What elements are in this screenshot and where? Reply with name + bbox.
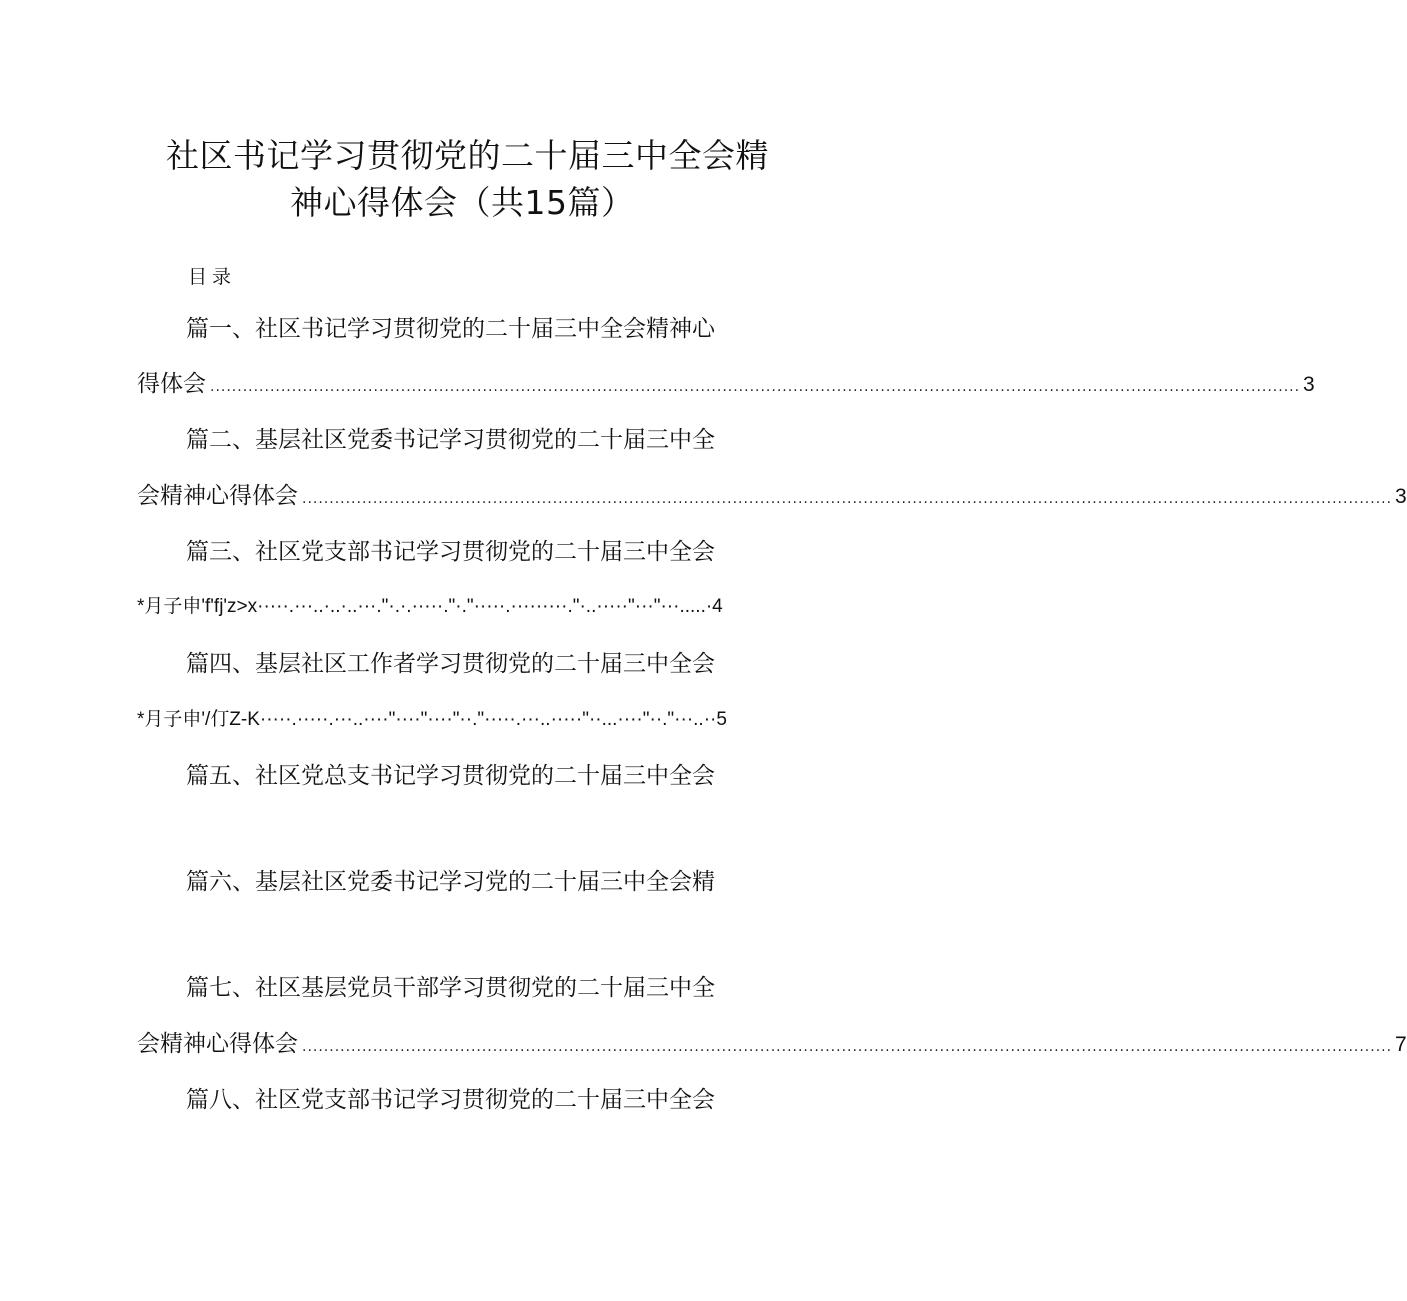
toc-entry-continuation[interactable] (137, 481, 1407, 514)
toc-entry-continuation[interactable] (137, 1029, 1407, 1062)
toc-entry-heading[interactable]: 篇二、基层社区党委书记学习贯彻党的二十届三中全 (186, 427, 715, 453)
toc-entry-heading[interactable]: 篇三、社区党支部书记学习贯彻党的二十届三中全会 (186, 539, 715, 565)
document-title-line-2: 神心得体会（共15篇） (290, 183, 635, 222)
toc-dot-leader: ........................................................................................................................................................................................................ (210, 379, 1301, 395)
toc-entry-continuation-text: 会精神心得体会 (137, 1031, 298, 1057)
toc-page-number: 3 (1395, 485, 1407, 508)
toc-garbled-line[interactable]: *月子申'f'fj'z>x·····.···..·..·..···."·.·.·····."·."·····.·········."·..·····"···"···.....·4 (137, 596, 723, 617)
toc-entry-heading[interactable]: 篇四、基层社区工作者学习贯彻党的二十届三中全会 (186, 651, 715, 677)
toc-entry-heading[interactable]: 篇一、社区书记学习贯彻党的二十届三中全会精神心 (186, 316, 715, 342)
toc-entry-heading[interactable]: 篇五、社区党总支书记学习贯彻党的二十届三中全会 (186, 763, 715, 789)
toc-label: 目录 (188, 266, 237, 288)
toc-entry-continuation-text: 会精神心得体会 (137, 483, 298, 509)
toc-entry-heading[interactable]: 篇六、基层社区党委书记学习党的二十届三中全会精 (186, 869, 715, 895)
toc-dot-leader: ........................................................................................................................................................................................................ (302, 1039, 1393, 1055)
toc-entry-heading[interactable]: 篇七、社区基层党员干部学习贯彻党的二十届三中全 (186, 975, 715, 1001)
toc-page-number: 7 (1395, 1033, 1407, 1056)
toc-entry-continuation[interactable] (137, 369, 1315, 402)
toc-entry-heading[interactable]: 篇八、社区党支部书记学习贯彻党的二十届三中全会 (186, 1087, 715, 1113)
toc-entry-continuation-text: 得体会 (137, 371, 206, 397)
toc-page-number: 3 (1303, 373, 1315, 396)
toc-garbled-line[interactable]: *月子申'/仃Z-K·····.·····.···..····"····"····"··."·····.···..·····"··...····"··."···..··5 (137, 709, 727, 730)
document-title-line-1: 社区书记学习贯彻党的二十届三中全会精 (166, 136, 769, 175)
toc-dot-leader: ........................................................................................................................................................................................................ (302, 491, 1393, 507)
